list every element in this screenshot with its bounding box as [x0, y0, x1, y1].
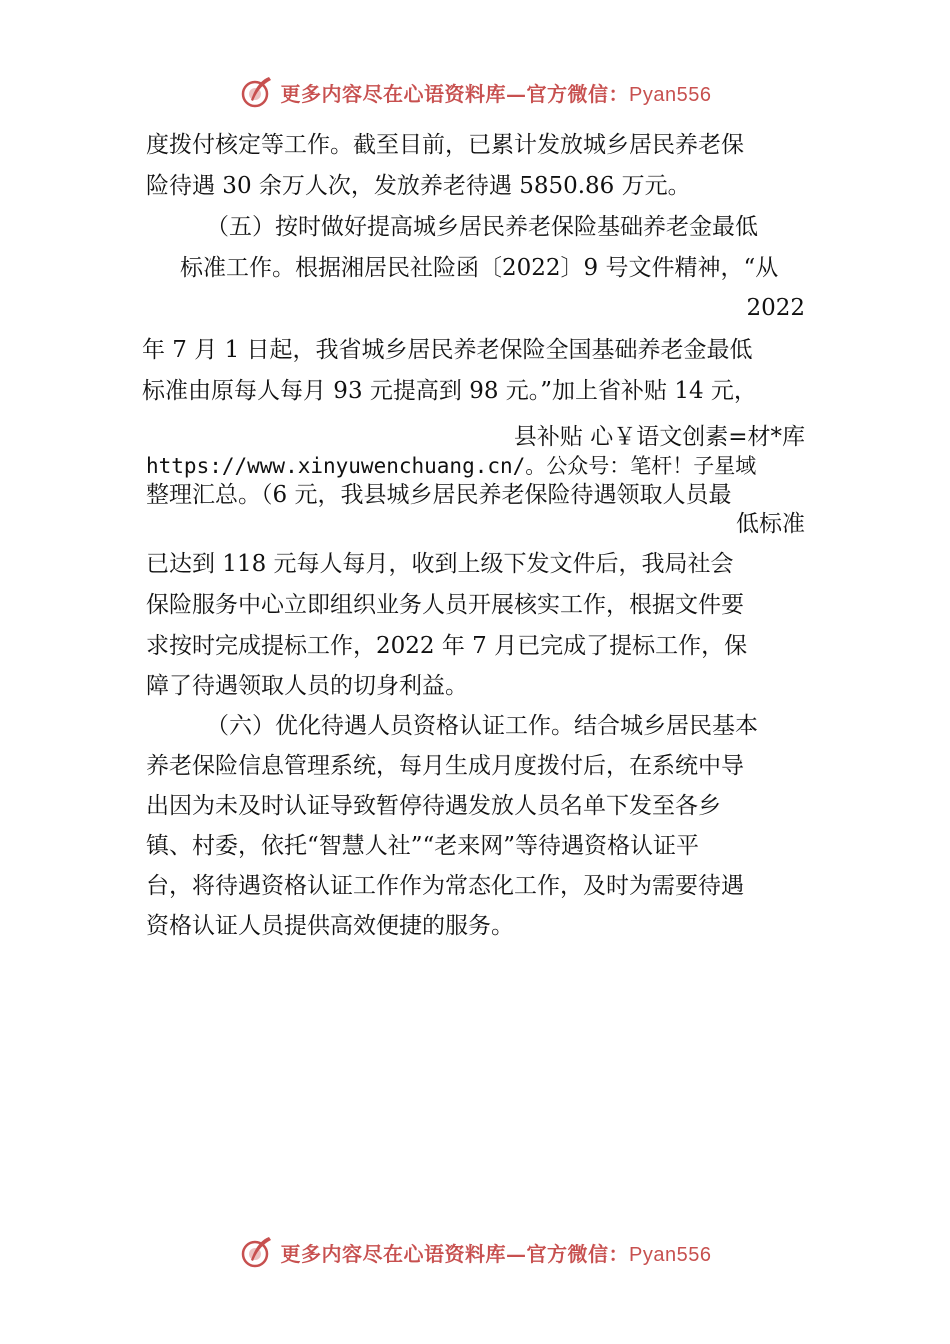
- body-line-16: （六）优化待遇人员资格认证工作。结合城乡居民基本: [206, 713, 758, 739]
- feather-pen-logo-icon: [239, 1234, 275, 1270]
- body-line-20: 台，将待遇资格认证工作作为常态化工作，及时为需要待遇: [146, 873, 744, 899]
- header-wechat-id: Pyan556: [629, 83, 712, 106]
- body-line-17: 养老保险信息管理系统，每月生成月度拨付后，在系统中导: [146, 753, 744, 779]
- body-line-8: 县补贴 心￥语文创素=材*库: [513, 424, 805, 450]
- body-line-15: 障了待遇领取人员的切身利益。: [146, 673, 468, 699]
- body-line-19: 镇、村委，依托“智慧人社”“老来网”等待遇资格认证平: [146, 833, 700, 859]
- body-line-21: 资格认证人员提供高效便捷的服务。: [146, 913, 514, 939]
- body-line-14: 求按时完成提标工作，2022 年 7 月已完成了提标工作，保: [146, 633, 748, 659]
- footer-banner: [0, 1230, 950, 1274]
- body-line-4: 标准工作。根据湘居民社险函〔2022〕9 号文件精神，“从: [180, 255, 779, 281]
- footer-slogan: 更多内容尽在心语资料库—官方微信：: [280, 1241, 630, 1266]
- footer-wechat-id: Pyan556: [629, 1243, 712, 1266]
- header-banner: [0, 70, 950, 114]
- header-slogan: 更多内容尽在心语资料库—官方微信：: [280, 81, 630, 106]
- body-line-3: （五）按时做好提高城乡居民养老保险基础养老金最低: [206, 214, 758, 240]
- body-line-18: 出因为未及时认证导致暂停待遇发放人员名单下发至各乡: [146, 793, 721, 819]
- body-line-9: https://www.xinyuwenchuang.cn/。公众号：笔杆！子星域: [146, 454, 757, 478]
- body-line-2: 险待遇 30 余万人次，发放养老待遇 5850.86 万元。: [146, 173, 691, 199]
- body-line-7: 标准由原每人每月 93 元提高到 98 元。”加上省补贴 14 元，: [142, 378, 757, 404]
- body-line-10: 整理汇总。（6 元，我县城乡居民养老保险待遇领取人员最: [146, 482, 732, 508]
- header-text: [281, 78, 712, 107]
- footer-text: [281, 1238, 712, 1267]
- body-line-12: 已达到 118 元每人每月，收到上级下发文件后，我局社会: [146, 551, 734, 577]
- body-line-6: 年 7 月 1 日起，我省城乡居民养老保险全国基础养老金最低: [142, 337, 753, 363]
- body-line-11: 低标准: [736, 511, 805, 537]
- body-line-13: 保险服务中心立即组织业务人员开展核实工作，根据文件要: [146, 592, 744, 618]
- body-line-1: 度拨付核定等工作。截至目前，已累计发放城乡居民养老保: [146, 132, 744, 158]
- body-line-5: 2022: [746, 295, 805, 321]
- feather-pen-logo-icon: [239, 74, 275, 110]
